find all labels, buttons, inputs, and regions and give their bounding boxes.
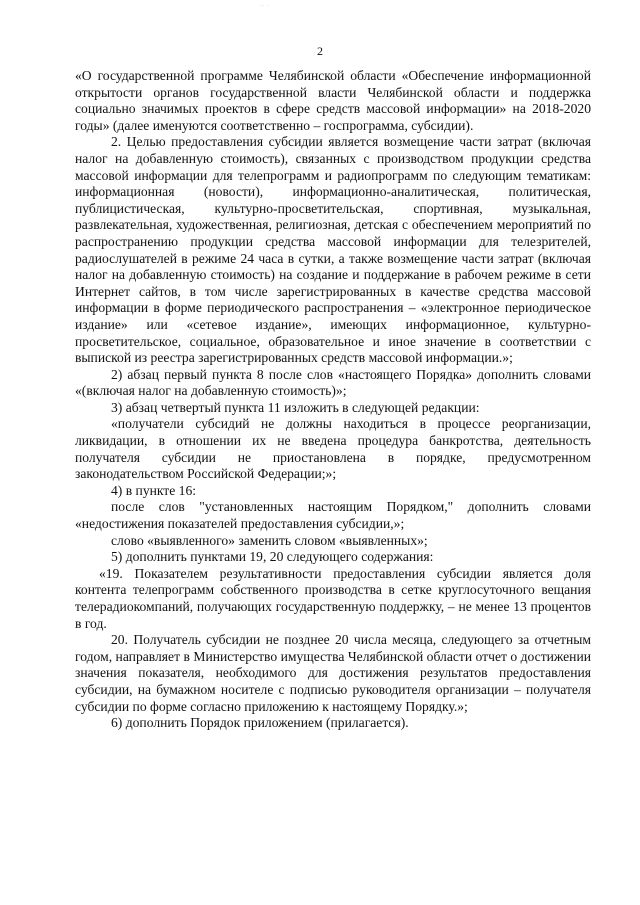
document-body [75,68,591,732]
faint-stamp-mark [278,842,342,858]
paragraph-item-2: 2. Целью предоставления субсидии является возмещение части затрат (включая налог на добавленную стоимость), связанных с производством продукции средства массовой информации для телепрограмм и радиопрограмм по следующим тематикам: информационная (новости), информационно-аналитическая, политическая, публицистическая, культурно-просветительская, спортивная, музыкальная, развлекательная, художественная, религиозная, детская с обеспечением мероприятий по распространению продукции средства массовой информации для телезрителей, радиослушателей в режиме 24 часа в сутки, а также возмещение части затрат (включая налог на добавленную стоимость) на создание и поддержание в рабочем режиме в сети Интернет сайтов, в том числе зарегистрированных в качестве средства массовой информации в форме периодического распространения – «электронное периодическое издание» или «сетевое издание», имеющих информационное, культурно-просветительское, социальное, образовательное и иное значение в соответствии с выпиской из реестра зарегистрированных средств массовой информации.»; [75,134,591,366]
paragraph-item-20: 20. Получатель субсидии не позднее 20 числа месяца, следующего за отчетным годом, направляет в Министерство имущества Челябинской области отчет о достижении значения показателя, необходимого для достижения результатов предоставления субсидии, на бумажном носителе с подписью руководителя организации – получателя субсидии по форме согласно приложению к настоящему Порядку.»; [75,632,591,714]
paragraph-quote-recipients: «получатели субсидий не должны находиться в процессе реорганизации, ликвидации, в отношении их не введена процедура банкротства, деятельность получателя субсидии не приостановлена в порядке, предусмотренном законодательством Российской Федерации;»; [75,416,591,482]
paragraph-replace-word: слово «выявленного» заменить словом «выявленных»; [111,532,428,548]
paragraph-continuation: «О государственной программе Челябинской области «Обеспечение информационной открытости органов государственной власти Челябинской области и поддержка социально значимых проектов в сфере средств массовой информации» на 2018-2020 годы» (далее именуются соответственно – госпрограмма, субсидии). [75,68,591,133]
paragraph-amendment-5: 5) дополнить пунктами 19, 20 следующего содержания: [111,549,434,565]
paragraph-insert-words: после слов "установленных настоящим Порядком," дополнить словами «недостижения показателей предоставления субсидии,»; [75,499,591,532]
paragraph-item-19: «19. Показателем результативности предоставления субсидии является доля контента телепрограмм собственного производства в сетке круглосуточного вещания телерадиокомпаний, получающих государственную поддержку, – не менее 13 процентов в год. [75,565,591,631]
page-number: 2 [317,44,323,58]
paragraph-amendment-4: 4) в пункте 16: [111,482,197,498]
paragraph-amendment-3: 3) абзац четвертый пункта 11 изложить в следующей редакции: [111,399,480,415]
paragraph-amendment-2: 2) абзац первый пункта 8 после слов «настоящего Порядка» дополнить словами «(включая налог на добавленную стоимость)»; [75,366,591,399]
scan-artifact: ·· · [260,2,269,10]
paragraph-amendment-6: 6) дополнить Порядок приложением (прилагается). [111,715,409,731]
